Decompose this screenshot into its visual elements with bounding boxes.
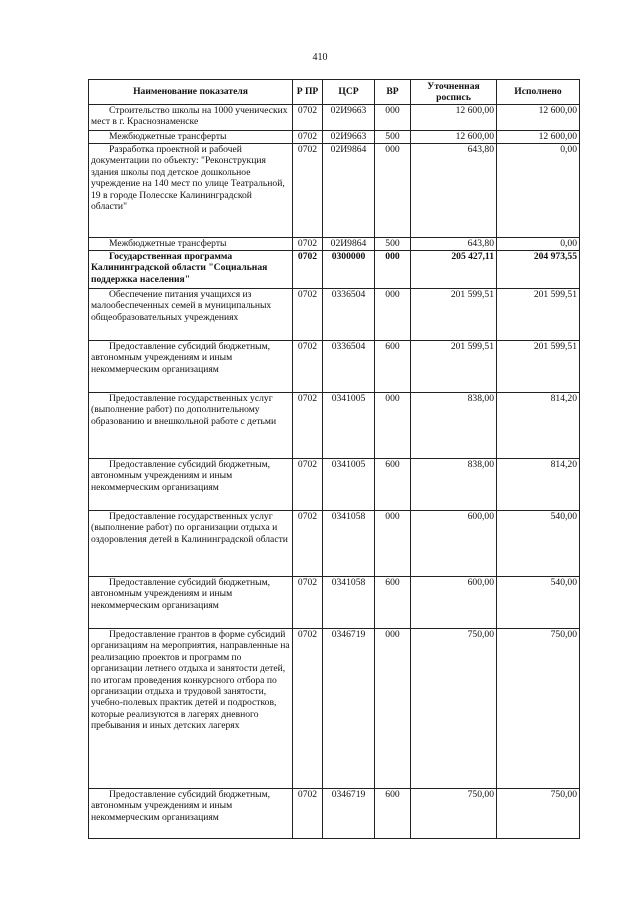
row-plan-cell: 600,00 <box>411 577 497 629</box>
row-csr-cell: 0336504 <box>323 289 375 341</box>
table-row <box>89 393 580 459</box>
row-name-cell: Предоставление государственных услуг (выполнение работ) по организации отдыха и оздоровления детей в Калининградской области <box>89 511 293 577</box>
row-done-cell: 201 599,51 <box>497 289 580 341</box>
header-name: Наименование показателя <box>89 80 293 105</box>
header-csr: ЦСР <box>323 80 375 105</box>
row-name-cell: Разработка проектной и рабочей документации по объекту: "Реконструкция здания школы под детское дошкольное учреждение на 140 мест по улице Театральной, 19 в городе Полесске Калининградской области" <box>89 144 293 238</box>
row-plan-cell: 750,00 <box>411 629 497 789</box>
row-done-cell: 0,00 <box>497 238 580 251</box>
table-row <box>89 131 580 144</box>
row-plan-cell: 750,00 <box>411 789 497 839</box>
row-csr-cell: 0341058 <box>323 577 375 629</box>
row-csr-cell: 0336504 <box>323 341 375 393</box>
row-csr-cell: 02И9663 <box>323 105 375 131</box>
row-rpr-cell: 0702 <box>293 459 323 511</box>
row-rpr-cell: 0702 <box>293 341 323 393</box>
header-rpr: Р ПР <box>293 80 323 105</box>
row-vr-cell: 000 <box>375 629 411 789</box>
header-done: Исполнено <box>497 80 580 105</box>
table-row <box>89 251 580 289</box>
table-row <box>89 341 580 393</box>
row-done-cell: 814,20 <box>497 393 580 459</box>
row-csr-cell: 0300000 <box>323 251 375 289</box>
header-vr: ВР <box>375 80 411 105</box>
row-vr-cell: 600 <box>375 459 411 511</box>
row-vr-cell: 000 <box>375 105 411 131</box>
row-rpr-cell: 0702 <box>293 238 323 251</box>
row-vr-cell: 000 <box>375 393 411 459</box>
row-done-cell: 12 600,00 <box>497 131 580 144</box>
row-vr-cell: 600 <box>375 789 411 839</box>
row-done-cell: 540,00 <box>497 511 580 577</box>
row-csr-cell: 0346719 <box>323 629 375 789</box>
row-plan-cell: 205 427,11 <box>411 251 497 289</box>
page-number: 410 <box>312 52 328 63</box>
row-vr-cell: 000 <box>375 144 411 238</box>
row-rpr-cell: 0702 <box>293 393 323 459</box>
table-row <box>89 105 580 131</box>
row-plan-cell: 12 600,00 <box>411 105 497 131</box>
row-plan-cell: 201 599,51 <box>411 289 497 341</box>
row-name-cell: Предоставление грантов в форме субсидий организациям на мероприятия, направленные на реализацию проектов и программ по организации летнего отдыха и занятости детей, по итогам проведения конкурсного отбора по организации отдыха и трудовой занятости, учебно-полевых практик детей и подростков, которые реализуются в лагерях дневного пребывания и иных детских лагерях <box>89 629 293 789</box>
row-csr-cell: 0346719 <box>323 789 375 839</box>
row-done-cell: 540,00 <box>497 577 580 629</box>
row-plan-cell: 201 599,51 <box>411 341 497 393</box>
table-row <box>89 629 580 789</box>
row-csr-cell: 0341005 <box>323 393 375 459</box>
row-csr-cell: 0341005 <box>323 459 375 511</box>
row-vr-cell: 000 <box>375 251 411 289</box>
row-plan-cell: 838,00 <box>411 459 497 511</box>
row-done-cell: 750,00 <box>497 629 580 789</box>
row-vr-cell: 000 <box>375 511 411 577</box>
row-rpr-cell: 0702 <box>293 511 323 577</box>
row-done-cell: 814,20 <box>497 459 580 511</box>
row-name-cell: Предоставление субсидий бюджетным, автономным учреждениям и иным некоммерческим организациям <box>89 789 293 839</box>
row-vr-cell: 600 <box>375 341 411 393</box>
row-csr-cell: 02И9864 <box>323 238 375 251</box>
row-rpr-cell: 0702 <box>293 577 323 629</box>
row-vr-cell: 600 <box>375 577 411 629</box>
table-row <box>89 789 580 839</box>
table-row <box>89 577 580 629</box>
row-vr-cell: 000 <box>375 289 411 341</box>
row-vr-cell: 500 <box>375 131 411 144</box>
header-plan: Уточненная роспись <box>411 80 497 105</box>
row-rpr-cell: 0702 <box>293 131 323 144</box>
row-vr-cell: 500 <box>375 238 411 251</box>
row-name-cell: Строительство школы на 1000 ученических мест в г. Краснознаменске <box>89 105 293 131</box>
row-plan-cell: 643,80 <box>411 238 497 251</box>
row-done-cell: 750,00 <box>497 789 580 839</box>
table-row <box>89 144 580 238</box>
row-name-cell: Предоставление государственных услуг (выполнение работ) по дополнительному образованию и внешкольной работе с детьми <box>89 393 293 459</box>
row-done-cell: 12 600,00 <box>497 105 580 131</box>
row-name-cell: Государственная программа Калининградской области "Социальная поддержка населения" <box>89 251 293 289</box>
table-row <box>89 289 580 341</box>
row-name-cell: Предоставление субсидий бюджетным, автономным учреждениям и иным некоммерческим организациям <box>89 577 293 629</box>
budget-table <box>88 79 580 839</box>
row-csr-cell: 02И9864 <box>323 144 375 238</box>
row-plan-cell: 838,00 <box>411 393 497 459</box>
row-rpr-cell: 0702 <box>293 289 323 341</box>
row-rpr-cell: 0702 <box>293 789 323 839</box>
row-rpr-cell: 0702 <box>293 251 323 289</box>
row-rpr-cell: 0702 <box>293 629 323 789</box>
row-name-cell: Предоставление субсидий бюджетным, автономным учреждениям и иным некоммерческим организациям <box>89 341 293 393</box>
table-body <box>89 105 580 839</box>
table-row <box>89 459 580 511</box>
row-rpr-cell: 0702 <box>293 105 323 131</box>
row-csr-cell: 02И9663 <box>323 131 375 144</box>
row-rpr-cell: 0702 <box>293 144 323 238</box>
row-name-cell: Предоставление субсидий бюджетным, автономным учреждениям и иным некоммерческим организациям <box>89 459 293 511</box>
row-csr-cell: 0341058 <box>323 511 375 577</box>
row-done-cell: 0,00 <box>497 144 580 238</box>
row-done-cell: 204 973,55 <box>497 251 580 289</box>
row-name-cell: Межбюджетные трансферты <box>89 238 293 251</box>
table-row <box>89 511 580 577</box>
row-plan-cell: 600,00 <box>411 511 497 577</box>
row-name-cell: Межбюджетные трансферты <box>89 131 293 144</box>
row-done-cell: 201 599,51 <box>497 341 580 393</box>
table-header-row <box>89 80 580 105</box>
row-plan-cell: 643,80 <box>411 144 497 238</box>
row-name-cell: Обеспечение питания учащихся из малообеспеченных семей в муниципальных общеобразовательных учреждениях <box>89 289 293 341</box>
row-plan-cell: 12 600,00 <box>411 131 497 144</box>
table-row <box>89 238 580 251</box>
